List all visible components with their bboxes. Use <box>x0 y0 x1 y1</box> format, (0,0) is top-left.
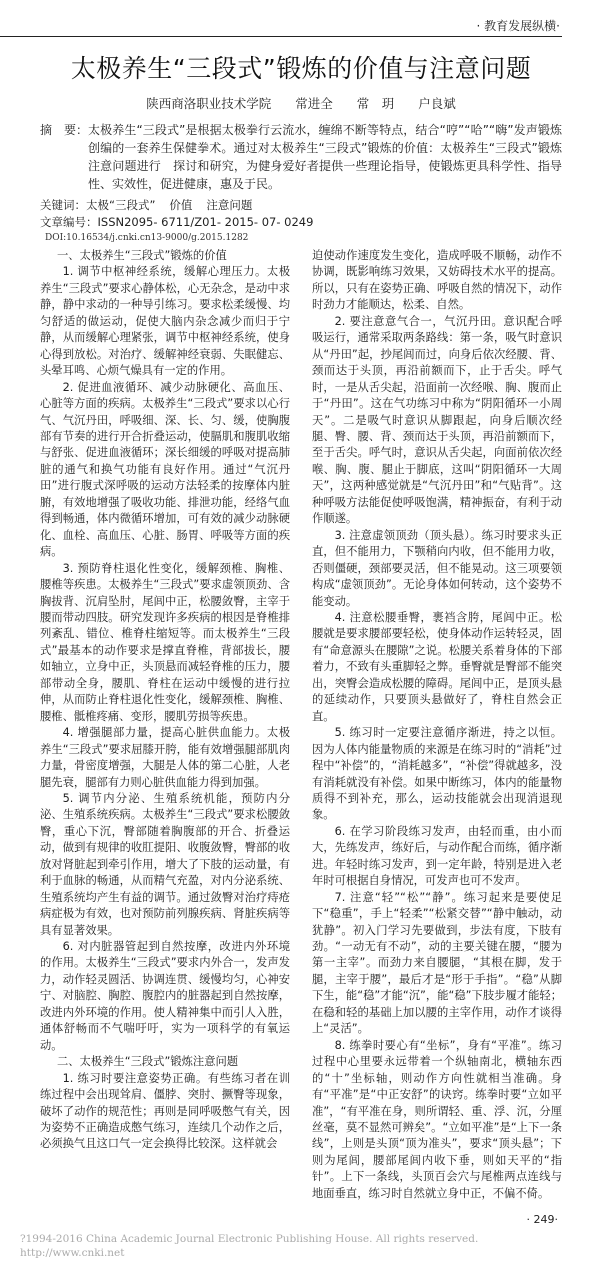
paragraph: 6. 对内脏器管起到自然按摩，改进内外环境的作用。太极养生“三段式”要求内外合一，发声发力，动作轻灵圆活、协调连贯、缓慢均匀，心神安宁、对脑腔、胸腔、腹腔内的脏器起到自然按摩，改进内外环境的作用。使人精神集中而引人入胜，通体舒畅而不气喘吁吁，实为一项科学的有氧运动。 <box>40 940 290 1052</box>
author-name: 常 玥 <box>356 96 395 111</box>
paragraph: 2. 促进血液循环、减少动脉硬化、高血压、心脏等方面的疾病。太极养生“三段式”要求以心行气、气沉丹田，呼吸细、深、长、匀、缓，使胸腹部有节奏的进行开合折叠运动，使膈肌和腹肌收缩与舒张、促进血液循环；深长细缓的呼吸对提高肺脏的通气和换气功能有良好作用。通过“气沉丹田”进行腹式深呼吸的运动方法轻柔的按摩体内脏腑，有效地增强了吸收功能、排泄功能，经络气血得到畅通，体内微循环增加，可有效的减少动脉硬化、血栓、高血压、心脏、肠胃、呼吸等方面的疾病。 <box>40 380 290 559</box>
paragraph: 8. 练拳时要心有“坐标”，身有“平准”。练习过程中心里要永远带着一个纵轴南北，横轴东西的“十”坐标轴，则动作方向性就相当准确。身有“平准”是“中正安舒”的诀窍。练拳时要“立如平准”，“有平准在身，则所谓轻、重、浮、沉，分厘丝毫，莫不显然可辨矣”。“立如平准”是“上下一条线”，上则是头顶“顶为准头”，要求“顶头悬”；下则为尾闾，腰部尾闾内收下垂，则如天平的“指针”。上下一条线，头顶百会穴与尾椎两点连线与地面垂直，练习时自然就立身中正，不偏不倚。 <box>312 1038 562 1200</box>
paragraph: 5. 练习时一定要注意循序渐进，持之以恒。因为人体内能量物质的来源是在练习时的“消耗”过程中“补偿”的，“消耗越多”，“补偿”得就越多，没有消耗就没有补偿。如果中断练习，体内的能量物质得不到补充，那么，运动技能就会出现消退现象。 <box>312 726 562 822</box>
author-name: 户良斌 <box>418 96 456 111</box>
paragraph: 5. 调节内分泌、生殖系统机能，预防内分泌、生殖系统疾病。太极养生“三段式”要求松腰敛臀，重心下沉，臀部随着胸腹部的开合、折叠运动，做到有规律的收肛提阳、收腹敛臀，臀部的收放对肾脏起到牵引作用，增大了下肢的运动量，有利于血脉的畅通，从而精气充盈，对内分泌系统、生殖系统均产生有益的调节。通过敛臀对治疗痔疮病症极为有效，也对预防前列腺疾病、肾脏疾病等具有显著效果。 <box>40 791 290 937</box>
page-number: · 249· <box>526 1213 558 1227</box>
paragraph-continued: 迫使动作速度发生变化，造成呼吸不顺畅，动作不协调，既影响练习效果，又妨碍技术水平的提高。所以，只有在姿势正确、呼吸自然的情况下，动作时劲力才能顺达，松柔、自然。 <box>312 249 562 312</box>
paragraph: 3. 预防脊柱退化性变化，缓解颈椎、胸椎、腰椎等疾患。太极养生“三段式”要求虚领顶劲、含胸拔背、沉肩坠肘，尾闾中正，松腰敛臀，主宰于腰而带动四肢。研究发现许多疾病的根因是脊椎排列紊乱、错位、椎脊柱缩短等。而太极养生“三段式”最基本的动作要求是撑直脊椎，背部拔长，腰如轴立，立身中正，头顶悬而减轻脊椎的压力，腰部带动全身，腰肌、脊柱在运动中缓慢的进行拉伸，从而防止脊柱退化性变化，缓解颈椎、胸椎、腰椎、骶椎疼痛、变形，腰肌劳损等疾患。 <box>40 561 290 723</box>
abstract-text: 太极养生“三段式”是根据太极拳行云流水，缠绵不断等特点，结合“哼”“哈”“嗨”发声锻炼创编的一套养生保健拳术。通过对太极养生“三段式”锻炼的价值：太极养生“三段式”锻炼注意问题进行 探讨和研究，为健身爱好者提供一些理论指导，使锻炼更具科学性、指导性、实效性，促进健康，惠及于民。 <box>88 123 562 191</box>
paragraph: 6. 在学习阶段练习发声，由轻而重，由小而大，先练发声，练好后，与动作配合而练，循序渐进。年轻时练习发声，到一定年龄，特别是进入老年时可根据自身情况，可发声也可不发声。 <box>312 824 562 888</box>
keyword: 价值 <box>169 198 193 212</box>
section-heading: 二、太极养生“三段式”锻炼注意问题 <box>56 1055 239 1069</box>
paragraph: 4. 增强腿部力量，提高心脏供血能力。太极养生“三段式”要求屈膝开胯，能有效增强腿部肌肉力量，骨密度增强，大腿是人体的第二心脏，人老腿先衰，腿部有力则心脏供血能力得到加强。 <box>40 726 290 789</box>
keyword: 注意问题 <box>206 198 253 212</box>
left-column <box>40 248 290 1202</box>
paragraph: 3. 注意虚领顶劲（顶头悬）。练习时要求头正直，但不能用力，下颚稍向内收，但不能用力收，否则僵硬，颈部要灵活，但不能晃动。这三项要领构成“虚领顶劲”。无论身体如何转动，这个姿势不能变动。 <box>312 528 562 608</box>
right-column <box>312 248 562 1202</box>
section-heading: 一、太极养生“三段式”锻炼的价值 <box>56 249 227 262</box>
author-name: 常进全 <box>295 96 333 111</box>
keyword: 太极“三段式” <box>86 198 156 212</box>
abstract <box>40 121 562 193</box>
paragraph: 7. 注意“轻”“松”“静”。练习起来是要使足下“稳重”，手上“轻柔”“松紧交替”“静中触动，动犹静”。初入门学习先要做到，步法有度，下肢有劲。“一动无有不动”，动的主要关键在腰，“腰为第一主宰”。而劲力来自腰腿，“其根在脚，发于腿，主宰于腰”，最后才是“形于手指”。“稳”从脚下生，能“稳”才能“沉”，能“稳”下肢步履才能轻；在稳和轻的基础上加以腰的主宰作用，动作才谈得上“灵活”。 <box>312 890 562 1036</box>
header-rule <box>0 36 562 37</box>
body-columns <box>40 248 562 1202</box>
article-title: 太极养生“三段式”锻炼的价值与注意问题 <box>70 54 532 83</box>
paragraph: 2. 要注意意气合一，气沉丹田。意识配合呼吸运行，通常采取两条路线：第一条，吸气时意识从“丹田”起，抄尾闾而过，向身后依次经腰、背、颈而达于头顶，再沿前额而下，止于舌尖。呼气时，一是从舌尖起，沿面前一次经喉、胸、腹而止于“丹田”。这在气功练习中称为“阴阳循环一小周天”。二是吸气时意识从脚跟起，向身后顺次经腿、臀、腰、背、颈而达于头顶，再沿前额而下，至于舌尖。呼气时，意识从舌尖起，向面前依次经喉、胸、腹、腿止于脚底，这叫“阴阳循环一大周天”，这两种感觉就是“气沉丹田”和“气贴背”。这种呼吸方法能促使呼吸饱满，精神振奋，有利于动作顺遂。 <box>312 314 562 526</box>
page-footer <box>20 1212 562 1260</box>
authors-line <box>40 95 562 113</box>
section-tag: · 教育发展纵横· <box>476 19 560 33</box>
affiliation: 陕西商洛职业技术学院 <box>146 96 272 111</box>
article-number: 文章编号：ISSN2095- 6711/Z01- 2015- 07- 0249 <box>40 215 314 229</box>
paragraph: 1. 调节中枢神经系统，缓解心理压力。太极养生“三段式”要求心静体松，心无杂念，是动中求静，静中求动的一种导引练习。要求松柔缓慢、均匀舒适的做运动，促使大脑内杂念减少而归于宁静，从而缓解心理紧张，调节中枢神经系统，使身心得到放松。对治疗、缓解神经衰弱、失眠健忘、头晕耳鸣、心烦气燥具有一定的作用。 <box>40 265 290 378</box>
doi: DOI:10.16534/j.cnki.cn13-9000/g.2015.1282 <box>45 233 249 243</box>
paragraph: 4. 注意松腰垂臀，裹裆含胯，尾闾中正。松腰就是要求腰部要轻松，使身体动作运转轻灵，固有“命意源头在腰隙”之说。松腰关系着身体的下部着力，不致有头重脚轻之弊。垂臀就是臀部不能突出，突臀会造成松腰的障碍。尾闾中正，是顶头悬的延续动作，只要顶头悬做好了，脊柱自然会正直。 <box>312 610 562 723</box>
copyright-footer: ?1994-2016 China Academic Journal Electronic Publishing House. All rights reserved. http://www.cnki.net <box>20 1233 479 1260</box>
keywords-label: 关键词： <box>40 198 86 212</box>
keywords <box>40 197 562 214</box>
abstract-label: 摘 要： <box>40 123 89 137</box>
paragraph: 1. 练习时要注意姿势正确。有些练习者在训练过程中会出现耸肩、僵脖、突肘、撅臀等现象，破坏了动作的规范性；再则是同呼吸憋气有关，因为姿势不正确造成憋气练习，连续几个动作之后，必须换气且这口气一定会换得比较深。这样就会 <box>40 1071 290 1151</box>
